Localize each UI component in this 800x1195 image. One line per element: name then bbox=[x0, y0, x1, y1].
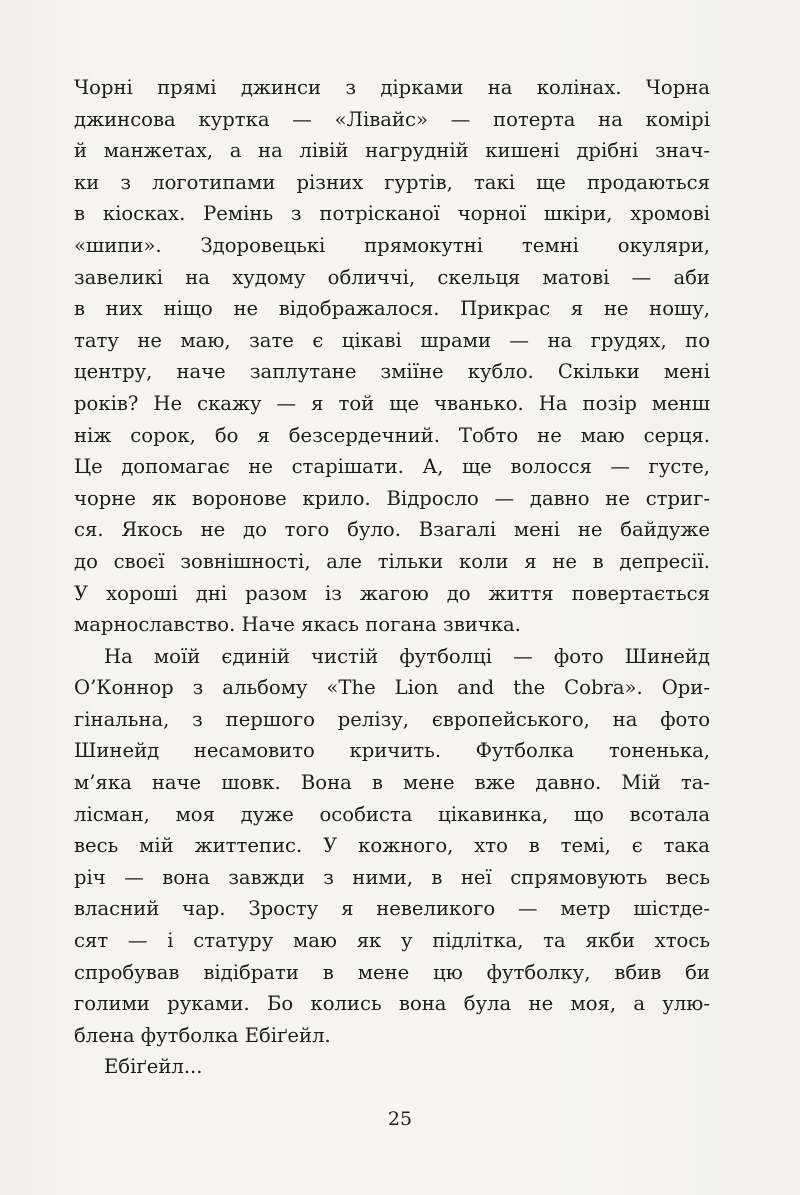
text-line: ся. Якось не до того було. Взагалі мені не байдуже bbox=[74, 518, 710, 542]
text-line: ніж сорок, бо я безсердечний. Тобто не маю серця. bbox=[74, 423, 710, 447]
paragraph-last-line: марнославство. Наче якась погана звичка. bbox=[74, 613, 521, 637]
text-line: весь мій життепис. У кожного, хто в темі, є така bbox=[74, 834, 710, 858]
text-line: голими руками. Бо колись вона була не моя, а улю- bbox=[74, 992, 710, 1016]
text-line: Шинейд несамовито кричить. Футболка тоненька, bbox=[74, 739, 710, 763]
text-line: «шипи». Здоровецькі прямокутні темні окуляри, bbox=[74, 233, 710, 257]
text-line: в кіосках. Ремінь з потрісканої чорної шкіри, хромові bbox=[74, 202, 710, 226]
text-line: років? Не скажу — я той ще чванько. На позір менш bbox=[74, 391, 710, 415]
text-line: лісман, моя дуже особиста цікавинка, що всотала bbox=[74, 802, 710, 826]
text-line: О’Коннор з альбому «The Lion and the Cobra». Ори- bbox=[74, 676, 710, 700]
text-line: ки з логотипами різних гуртів, такі ще продаються bbox=[74, 170, 710, 194]
text-line: Це допомагає не старішати. А, ще волосся — густе, bbox=[74, 455, 710, 479]
text-line: м’яка наче шовк. Вона в мене вже давно. Мій та- bbox=[74, 771, 710, 795]
text-line: чорне як воронове крило. Відросло — давно не стриг- bbox=[74, 486, 710, 510]
text-line: в них ніщо не відображалося. Прикрас я не ношу, bbox=[74, 297, 710, 321]
text-line: джинсова куртка — «Лівайс» — потерта на комірі bbox=[74, 107, 710, 131]
text-line: центру, наче заплутане зміїне кубло. Скільки мені bbox=[74, 360, 710, 384]
text-line: тату не маю, зате є цікаві шрами — на грудях, по bbox=[74, 328, 710, 352]
page-number: 25 bbox=[387, 1108, 413, 1130]
paragraph-first-line: На моїй єдиній чистій футболці — фото Шинейд bbox=[104, 644, 710, 668]
text-line: завеликі на худому обличчі, скельця матові — аби bbox=[74, 265, 710, 289]
text-line: спробував відібрати в мене цю футболку, вбив би bbox=[74, 960, 710, 984]
text-line: до своєї зовнішності, але тільки коли я не в депресії. bbox=[74, 549, 710, 573]
text-line: власний чар. Зросту я невеликого — метр шістде- bbox=[74, 897, 710, 921]
text-line: й манжетах, а на лівій нагрудній кишені дрібні знач- bbox=[74, 139, 710, 163]
text-line: сят — і статуру маю як у підлітка, та якби хтось bbox=[74, 929, 710, 953]
body-text bbox=[74, 72, 710, 1083]
text-line: річ — вона завжди з ними, в неї спрямовують весь bbox=[74, 865, 710, 889]
paragraph-last-line: блена футболка Ебіґейл. bbox=[74, 1023, 331, 1047]
paragraph-single-line: Ебіґейл... bbox=[104, 1055, 203, 1079]
text-line: гінальна, з першого релізу, європейського, на фото bbox=[74, 707, 710, 731]
text-line: У хороші дні разом із жагою до життя повертається bbox=[74, 581, 710, 605]
text-line: Чорні прямі джинси з дірками на колінах. Чорна bbox=[74, 76, 710, 99]
